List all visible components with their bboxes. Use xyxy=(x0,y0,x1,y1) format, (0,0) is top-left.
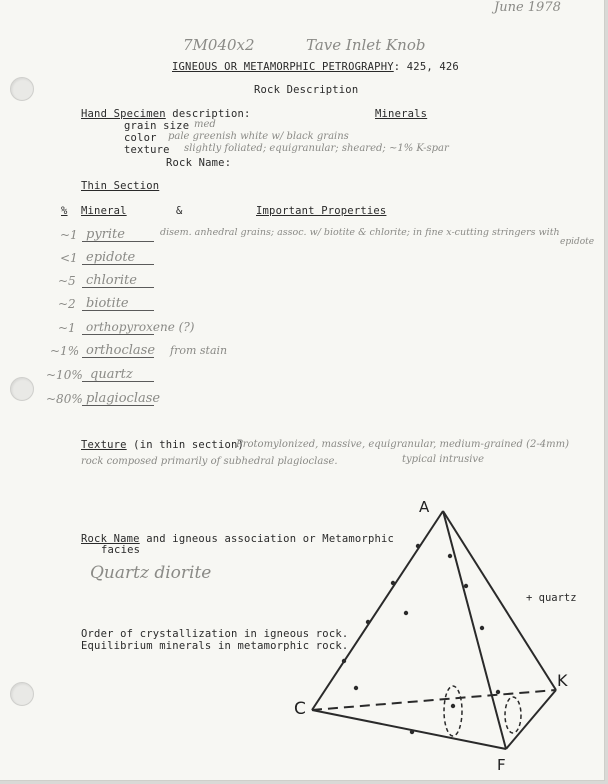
texture-section-value-line2: rock composed primarily of subhedral plagioclase. xyxy=(81,456,338,467)
diagram-point xyxy=(342,659,346,663)
row-3-percent: ~5 xyxy=(58,274,76,288)
crystallization-line2: Equilibrium minerals in metamorphic rock. xyxy=(81,640,349,652)
row-6-mineral: orthoclase xyxy=(86,343,156,358)
rock-name-section-label-rest: and igneous association or Metamorphic xyxy=(139,533,395,545)
edge-a-c xyxy=(312,511,443,710)
row-7-mineral: quartz xyxy=(90,367,133,382)
vertex-f-label: F xyxy=(497,756,506,774)
column-mineral: Mineral xyxy=(81,205,127,217)
texture-label: texture xyxy=(124,144,170,156)
row-4-mineral: biotite xyxy=(86,296,129,311)
row-5-percent: ~1 xyxy=(58,321,76,335)
form-title-suffix: : 425, 426 xyxy=(393,61,459,73)
row-3-mineral: chlorite xyxy=(86,273,137,288)
row-7-percent: ~10% xyxy=(46,368,83,382)
quartz-label: + quartz xyxy=(526,592,577,604)
column-percent: % xyxy=(61,205,68,217)
vertex-a-label: A xyxy=(419,498,430,516)
row-2-mineral: epidote xyxy=(86,250,136,265)
row-8-percent: ~80% xyxy=(46,392,83,406)
texture-section-value-line1: Protomylonized, massive, equigranular, medium-grained (2-4mm) xyxy=(236,439,569,450)
row-2-percent: <1 xyxy=(60,251,78,265)
hand-specimen-label-rest: description: xyxy=(165,108,251,120)
handwritten-sample-id: 7M040x2 xyxy=(183,36,255,54)
diagram-point xyxy=(416,544,420,548)
row-5-mineral: orthopyroxene (?) xyxy=(86,320,195,334)
diagram-point xyxy=(496,690,500,694)
diagram-point xyxy=(451,704,455,708)
color-value: pale greenish white w/ black grains xyxy=(168,131,349,142)
edge-f-k xyxy=(506,690,556,749)
vertex-c-label: C xyxy=(294,699,306,719)
row-1-properties: disem. anhedral grains; assoc. w/ biotite & chlorite; in fine x-cutting stringers with xyxy=(160,227,560,238)
grain-size-label: grain size xyxy=(124,120,190,132)
row-6-percent: ~1% xyxy=(50,344,80,358)
handwritten-location: Tave Inlet Knob xyxy=(306,36,426,54)
row-1-percent: ~1 xyxy=(60,228,78,242)
texture-section-label-rest: (in thin section) xyxy=(126,439,245,451)
diagram-point xyxy=(391,581,395,585)
column-properties: Important Properties xyxy=(256,205,387,217)
rock-name-section-label-line2: facies xyxy=(101,544,141,556)
diagram-point xyxy=(354,686,358,690)
field-ellipse-left xyxy=(444,686,462,736)
diagram-point xyxy=(480,626,484,630)
thin-section-heading: Thin Section xyxy=(81,180,160,192)
minerals-heading: Minerals xyxy=(375,108,428,120)
edge-c-f xyxy=(312,710,506,749)
diagram-point xyxy=(464,584,468,588)
row-1-mineral: pyrite xyxy=(86,227,125,242)
row-6-properties: from stain xyxy=(170,344,228,357)
column-amp: & xyxy=(176,205,183,217)
grain-size-value: med xyxy=(194,119,216,130)
diagram-point xyxy=(404,611,408,615)
vertex-k-label: K xyxy=(557,671,568,690)
texture-value: slightly foliated; equigranular; sheared; ~1% K-spar xyxy=(184,143,449,154)
rock-name-section-value: Quartz diorite xyxy=(90,563,212,583)
row-1-properties-cont: epidote xyxy=(560,237,595,247)
edge-c-k-hidden xyxy=(312,690,556,710)
hand-specimen-label: Hand Specimen xyxy=(81,108,166,120)
texture-section-note: typical intrusive xyxy=(402,454,484,465)
row-4-percent: ~2 xyxy=(58,297,76,311)
crystallization-line1: Order of crystallization in igneous rock. xyxy=(81,628,349,640)
diagram-point xyxy=(448,554,452,558)
field-ellipse-right xyxy=(505,697,521,733)
form-subtitle: Rock Description xyxy=(254,84,359,96)
handwritten-date: June 1978 xyxy=(494,0,561,15)
rock-name-label: Rock Name: xyxy=(166,157,232,169)
rock-name-section-label-text: Rock Name xyxy=(81,533,140,545)
row-8-mineral: plagioclase xyxy=(86,391,161,406)
form-title-text: IGNEOUS OR METAMORPHIC PETROGRAPHY xyxy=(172,61,394,73)
edge-a-f xyxy=(443,511,506,749)
color-label: color xyxy=(124,132,157,144)
diagram-point xyxy=(366,620,370,624)
texture-section-label-text: Texture xyxy=(81,439,127,451)
diagram-point xyxy=(410,730,414,734)
